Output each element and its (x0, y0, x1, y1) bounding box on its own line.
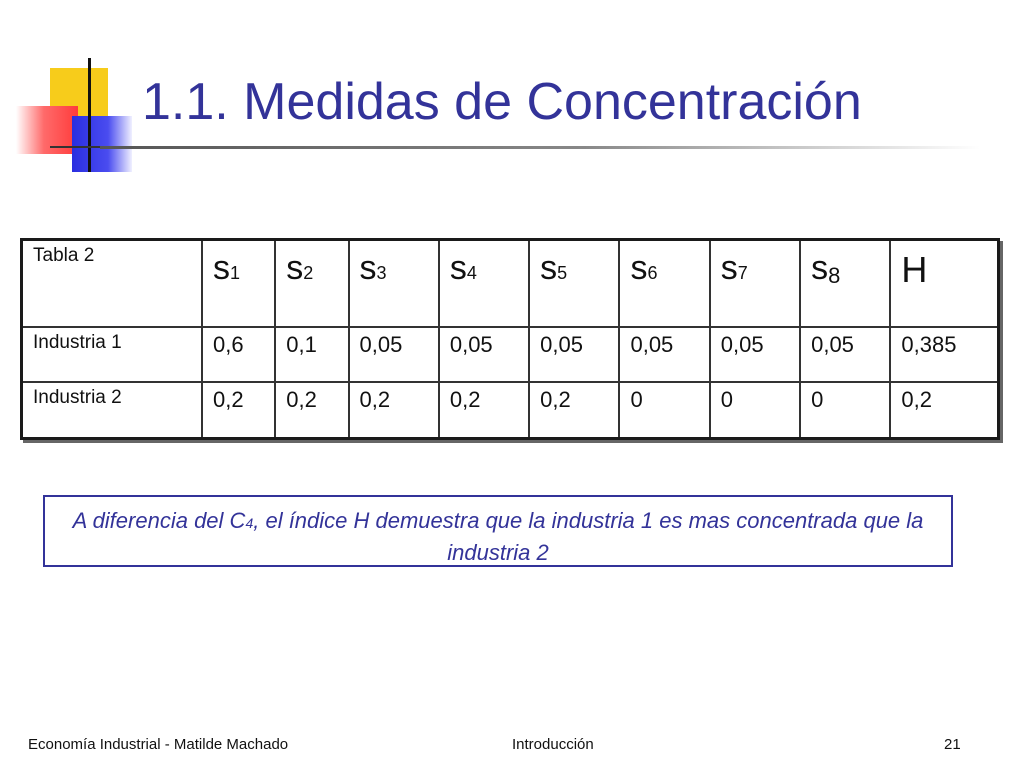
conclusion-note (43, 495, 953, 567)
table-cell: 0,05 (710, 327, 800, 383)
logo-blue-square (72, 116, 132, 172)
row-label-industria-1: Industria 1 (22, 327, 203, 383)
header-s6: s6 (619, 240, 709, 327)
note-subscript: 4 (245, 515, 254, 531)
table-cell: 0,05 (529, 327, 619, 383)
table-corner-label: Tabla 2 (22, 240, 203, 327)
slide-title: 1.1. Medidas de Concentración (142, 73, 862, 131)
note-text-after: , el índice H demuestra que la industria 1 es mas concentrada que la industria 2 (253, 508, 924, 565)
table-cell: 0,05 (619, 327, 709, 383)
header-s8: $s_8$ (800, 240, 890, 327)
header-s7: s7 (710, 240, 800, 327)
note-text-before: A diferencia del C (72, 508, 246, 533)
header-s1: s1 (202, 240, 275, 327)
table-cell: 0 (800, 382, 890, 438)
table-cell: 0,05 (439, 327, 529, 383)
concentration-table (20, 238, 1000, 440)
table-cell: 0,2 (890, 382, 998, 438)
table-cell: 0,2 (275, 382, 348, 438)
header-s2: s2 (275, 240, 348, 327)
table-cell: 0,2 (202, 382, 275, 438)
row-label-industria-2: Industria 2 (22, 382, 203, 438)
logo-vertical-line (88, 58, 91, 172)
table-row (22, 382, 999, 438)
table-cell: 0,2 (439, 382, 529, 438)
table-cell: 0,2 (349, 382, 439, 438)
title-underline (100, 146, 980, 149)
header-s5: s5 (529, 240, 619, 327)
table-header-row (22, 240, 999, 327)
footer-page-number: 21 (944, 736, 961, 753)
table-cell: 0,1 (275, 327, 348, 383)
table-cell: 0 (619, 382, 709, 438)
table-cell: 0,05 (349, 327, 439, 383)
slide-logo (0, 0, 160, 190)
table-cell: 0 (710, 382, 800, 438)
header-s3: s3 (349, 240, 439, 327)
footer-author: Economía Industrial - Matilde Machado (28, 736, 289, 753)
table-cell: 0,05 (800, 327, 890, 383)
table-cell: 0,2 (529, 382, 619, 438)
table-row (22, 327, 999, 383)
header-s4: s4 (439, 240, 529, 327)
header-h: H (890, 240, 998, 327)
table-cell: 0,6 (202, 327, 275, 383)
table-cell: 0,385 (890, 327, 998, 383)
footer-section: Introducción (512, 736, 594, 753)
